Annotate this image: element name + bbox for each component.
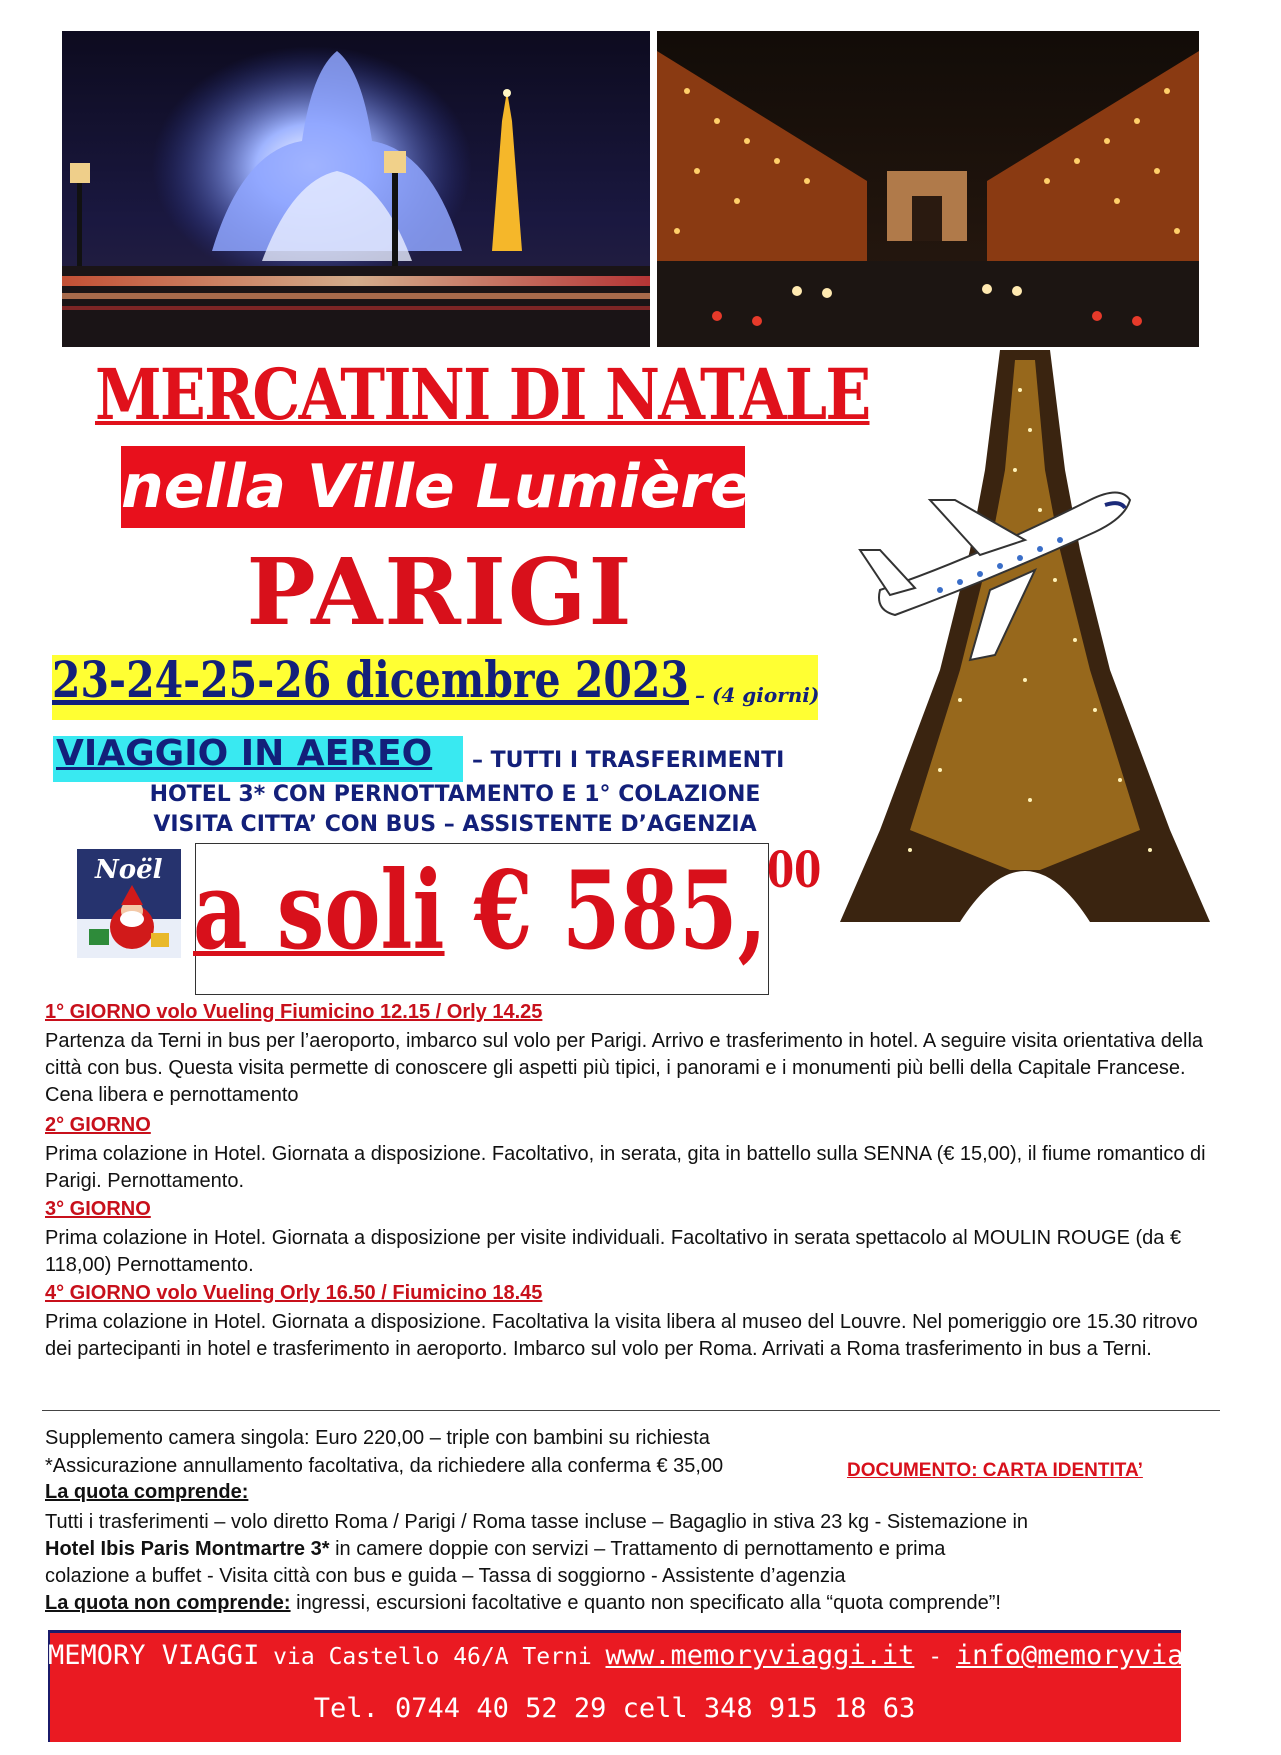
email-link[interactable]: info@memoryviaggi.it <box>955 1640 1281 1671</box>
documento-note: DOCUMENTO: CARTA IDENTITA’ <box>847 1460 1143 1481</box>
fountain-night-photo <box>62 31 650 347</box>
divider <box>42 1410 1220 1411</box>
feature-visita: VISITA CITTA’ CON BUS – ASSISTENTE D’AGENZIA <box>153 812 757 837</box>
agency-name: MEMORY VIAGGI <box>48 1640 260 1671</box>
noel-santa-image <box>77 849 181 958</box>
headline-parigi: PARIGI <box>246 538 634 646</box>
quota-non-comprende-title: La quota non comprende: <box>45 1592 291 1614</box>
day-1-title: 1° GIORNO volo Vueling Fiumicino 12.15 / Orly 14.25 <box>45 1001 543 1023</box>
noel-badge-text: Noël <box>95 855 163 885</box>
viaggio-in-aereo: VIAGGIO IN AEREO <box>56 733 433 774</box>
headline-mercatini: MERCATINI DI NATALE <box>95 353 870 436</box>
day-2-text: Prima colazione in Hotel. Giornata a disposizione. Facoltativo, in serata, gita in battello sulla SENNA (€ 15,00), il fiume romantico di Parigi. Pernottamento. <box>45 1143 1206 1192</box>
footer-contacts <box>48 1640 1281 1671</box>
price <box>193 840 822 974</box>
website-link[interactable]: www.memoryviaggi.it <box>605 1640 915 1671</box>
day-3-text: Prima colazione in Hotel. Giornata a disposizione per visite individuali. Facoltativo in serata spettacolo al MOULIN ROUGE (da € 118,00) Pernottamento. <box>45 1227 1182 1276</box>
quota-comprende-line2-text: in camere doppie con servizi – Trattamento di pernottamento e prima <box>329 1538 946 1560</box>
day-2-title: 2° GIORNO <box>45 1114 151 1136</box>
day-4-text: Prima colazione in Hotel. Giornata a disposizione. Facoltativa la visita libera al museo del Louvre. Nel pomeriggio ore 15.30 ritrovo dei partecipanti in hotel e trasferimento in aeroporto. Imbarco sul volo per Roma. Arrivati a Roma trasferimento in bus a Terni. <box>45 1311 1198 1360</box>
day-1-text: Partenza da Terni in bus per l’aeroporto, imbarco sul volo per Parigi. Arrivo e trasferimento in hotel. A seguire visita orientativa della città con bus. Questa visita permette di conoscere gli aspetti più tipici, i panorami e i monumenti più belli della Capitale Francese. Cena libera e pernottamento <box>45 1030 1204 1106</box>
day-4-title: 4° GIORNO volo Vueling Orly 16.50 / Fiumicino 18.45 <box>45 1282 543 1304</box>
quota-non-comprende <box>45 1590 1001 1617</box>
agency-address: via Castello 46/A Terni <box>259 1644 606 1670</box>
headline-ville-lumiere: nella Ville Lumière <box>121 452 751 522</box>
quota-comprende-line3: colazione a buffet - Visita città con bus e guida – Tassa di soggiorno - Assistente d’agenzia <box>45 1565 846 1587</box>
price-amount: € 585, <box>473 848 767 974</box>
quota-comprende-line2 <box>45 1536 945 1563</box>
price-cents: 00 <box>766 840 822 899</box>
quota-comprende-line1: Tutti i trasferimenti – volo diretto Roma / Parigi / Roma tasse incluse – Bagaglio in stiva 23 kg - Sistemazione in <box>45 1511 1029 1533</box>
eiffel-tower-illustration <box>840 350 1210 922</box>
quota-comprende-title: La quota comprende: <box>45 1481 249 1503</box>
champs-elysees-photo <box>657 31 1199 347</box>
trip-dates: 23-24-25-26 dicembre 2023 <box>52 650 689 709</box>
assicurazione-text: *Assicurazione annullamento facoltativa, da richiedere alla conferma € 35,00 <box>45 1455 724 1477</box>
trip-duration-note: – (4 giorni) <box>695 683 820 707</box>
footer-separator: - <box>914 1644 956 1670</box>
day-3-title: 3° GIORNO <box>45 1198 151 1220</box>
footer-phones: Tel. 0744 40 52 29 cell 348 915 18 63 <box>313 1693 916 1724</box>
supplemento-text: Supplemento camera singola: Euro 220,00 – triple con bambini su richiesta <box>45 1427 710 1449</box>
price-label: a soli <box>193 848 445 974</box>
feature-trasferimenti: – TUTTI I TRASFERIMENTI <box>472 748 785 773</box>
hotel-name: Hotel Ibis Paris Montmartre 3* <box>45 1538 330 1560</box>
feature-hotel: HOTEL 3* CON PERNOTTAMENTO E 1° COLAZIONE <box>149 782 761 807</box>
quota-non-comprende-text: ingressi, escursioni facoltative e quanto non specificato alla “quota comprende”! <box>290 1592 1001 1614</box>
